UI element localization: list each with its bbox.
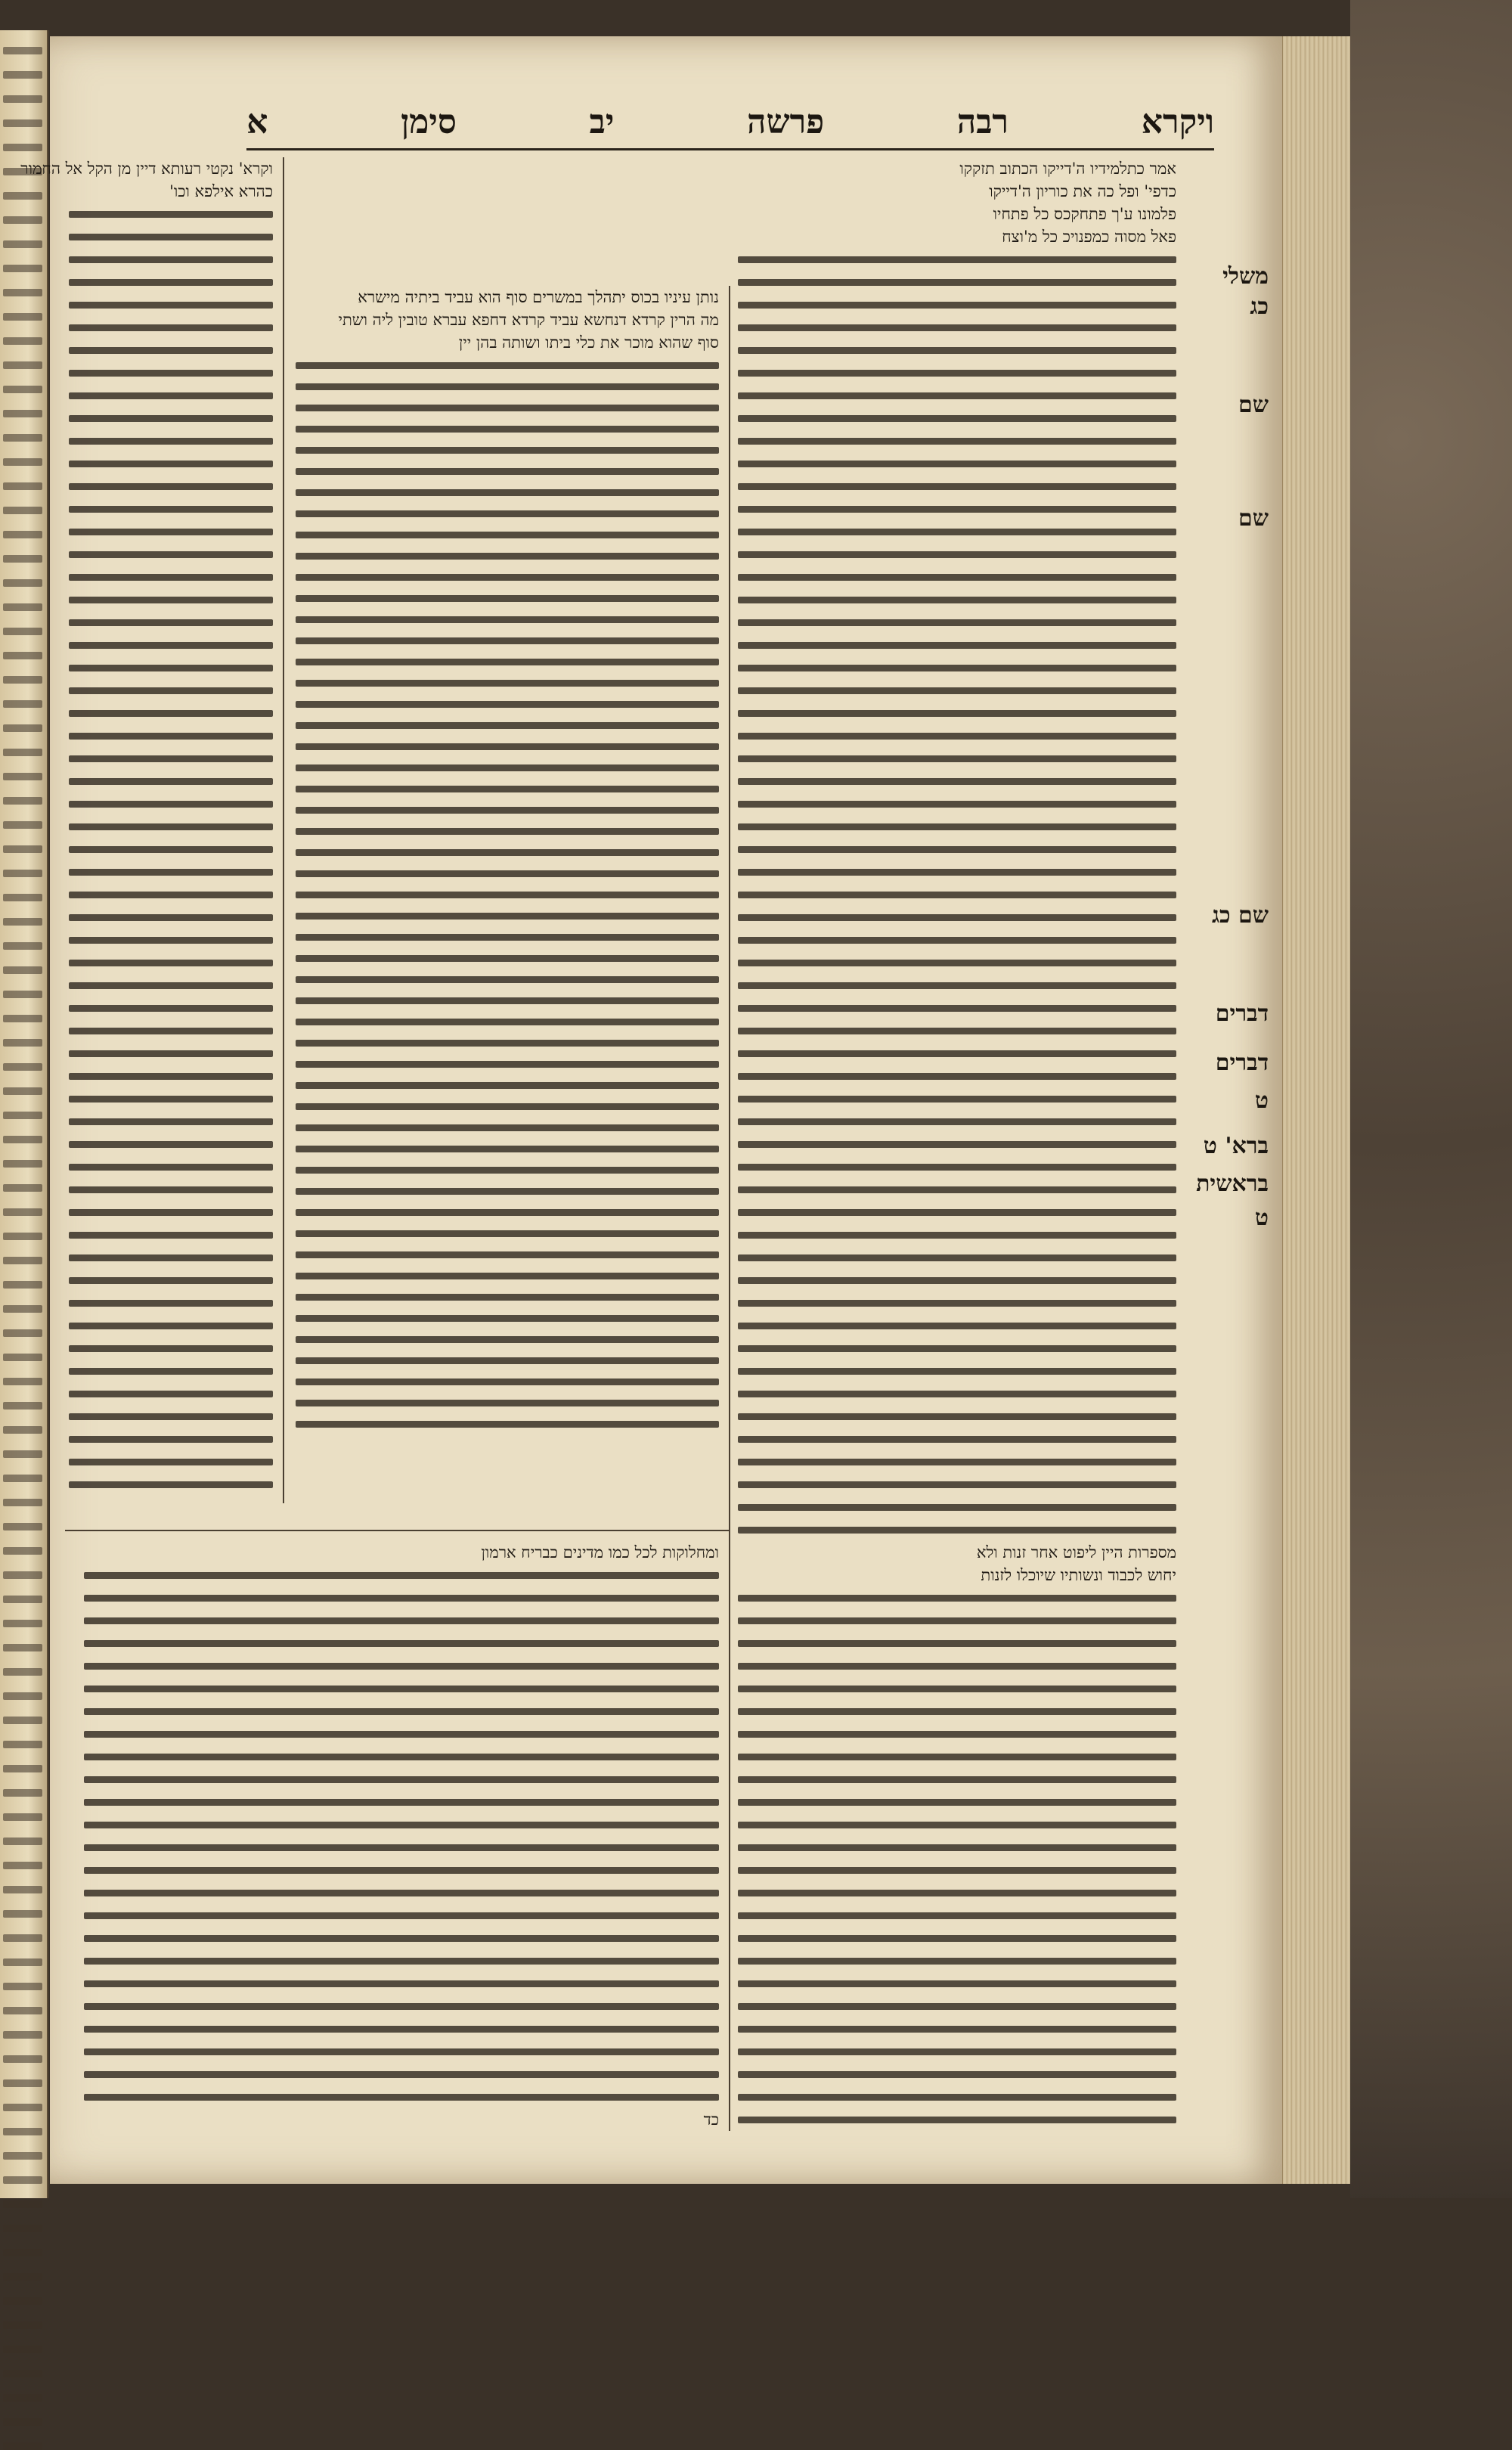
book-cover-board: [1350, 0, 1512, 2198]
text-line: אמר כתלמידיו ה'דייקו הכתוב תזקקו: [959, 160, 1176, 178]
margin-note: שם: [1238, 392, 1269, 418]
margin-note: ט: [1254, 1205, 1269, 1231]
text-line: כהרא אילפא וכו': [169, 182, 273, 200]
text-line: יחוש לכבוד ונשותיו שיוכלו לזנות: [981, 1566, 1176, 1584]
text-line: וקרא' נקטי רעותא דיין מן הקל אל החמור: [20, 160, 273, 178]
header-work: רבה: [956, 102, 1009, 141]
text-line: מספרות היין ליפוט אחר זנות ולא: [976, 1543, 1176, 1561]
margin-note: דברים: [1215, 1000, 1269, 1027]
catchword: כד: [703, 2110, 719, 2129]
margin-note: משלי: [1222, 263, 1269, 290]
margin-note: כג: [1250, 293, 1269, 320]
commentary-bottom-right: [738, 1541, 1176, 2123]
margin-note: שם כג: [1212, 902, 1269, 929]
text-line: ומחלוקות לכל כמו מדינים כבריח ארמון: [481, 1543, 719, 1561]
running-header: [246, 95, 1214, 150]
margin-note: ברא' ט: [1203, 1133, 1269, 1159]
margin-note: ט: [1254, 1087, 1269, 1114]
header-parasha-label: פרשה: [747, 102, 825, 141]
text-line: נותן עיניו בכוס יתהלך במשרים סוף הוא עביד ביתיה מישרא: [358, 288, 719, 306]
column-divider: [729, 286, 730, 1541]
margin-note: דברים: [1215, 1050, 1269, 1076]
header-siman-label: סימן: [401, 102, 457, 141]
book-page: [20, 36, 1282, 2184]
header-siman-number: א: [246, 102, 268, 141]
text-line: סוף שהוא מוכר את כלי ביתו ושותה בהן יין: [458, 333, 719, 352]
commentary-column-right: [738, 157, 1176, 1534]
commentary-column-left: [20, 157, 273, 1488]
text-line: מה הרין קרדא דנחשא עביד קרדא דחפא עברא טובין ליה ושתי: [338, 311, 719, 329]
commentary-bottom-left: [84, 1541, 719, 2131]
page-edge-stack: [1282, 36, 1351, 2184]
header-book: ויקרא: [1141, 102, 1214, 141]
main-text-column: [296, 286, 719, 1428]
text-line: כדפי' ופל כה את כוריון ה'דייקו: [989, 182, 1176, 200]
column-divider: [283, 157, 284, 1503]
section-divider: [65, 1530, 730, 1531]
margin-note: שם: [1238, 505, 1269, 532]
margin-note: בראשית: [1196, 1171, 1269, 1197]
text-line: פאל מסוה כמפנויכ כל מ'וצח: [1002, 228, 1176, 246]
facing-page: [0, 30, 48, 2198]
column-divider: [729, 1541, 730, 2131]
header-parasha-number: יב: [589, 102, 615, 141]
text-line: פלמונו ע'ך פתחקכס כל פתחיו: [993, 205, 1176, 223]
